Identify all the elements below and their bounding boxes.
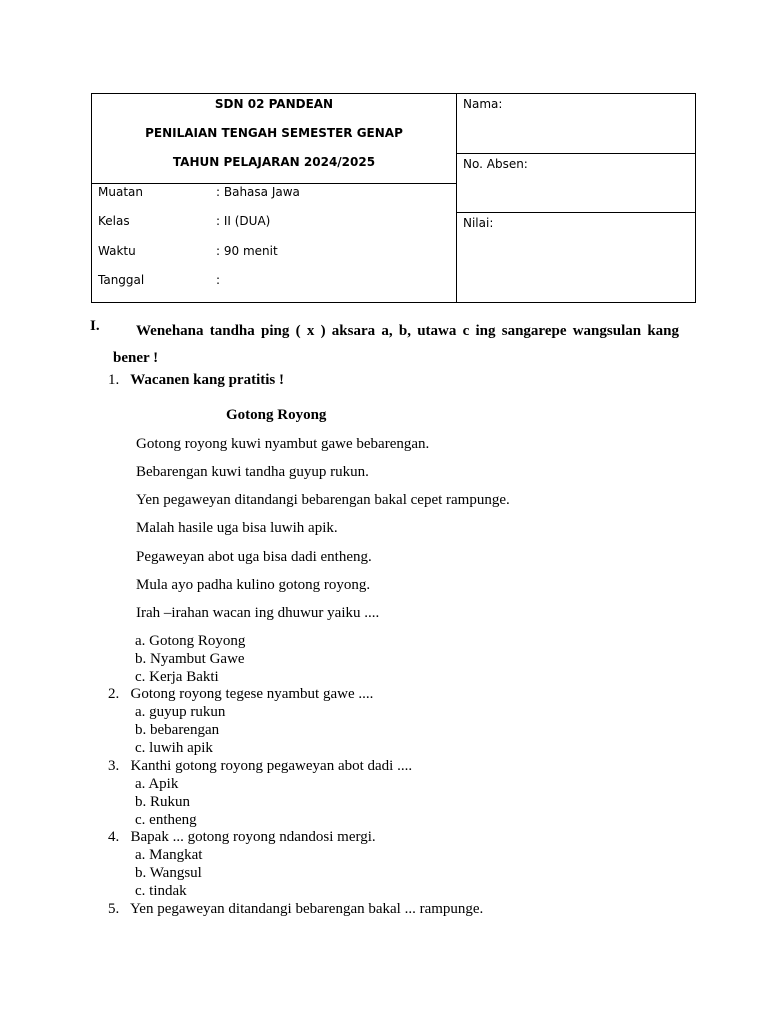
question-number: 3. (108, 758, 120, 774)
question-number: 4. (108, 829, 120, 845)
question-text: Yen pegaweyan ditandangi bebarengan bakal ... rampunge. (129, 901, 484, 917)
story-line: Gotong royong kuwi nyambut gawe bebarengan. (136, 436, 430, 452)
exam-header-table (91, 93, 696, 303)
score-field[interactable] (457, 213, 695, 301)
score-label: Nilai: (463, 216, 494, 230)
exam-details (92, 184, 456, 302)
question-number: 1. (108, 372, 120, 388)
answer-option-c[interactable]: c. Kerja Bakti (135, 669, 219, 685)
answer-option-c[interactable]: c. entheng (135, 812, 197, 828)
answer-option-a[interactable]: a. guyup rukun (135, 704, 226, 720)
school-heading (92, 94, 456, 184)
story-line: Yen pegaweyan ditandangi bebarengan bakal cepet rampunge. (136, 492, 510, 508)
answer-option-a[interactable]: a. Gotong Royong (135, 633, 246, 649)
absence-number-field[interactable] (457, 154, 695, 213)
student-fields-cell (457, 94, 696, 303)
detail-label: Tanggal (98, 273, 145, 287)
answer-option-a[interactable]: a. Apik (135, 776, 179, 792)
question-5 (108, 901, 483, 918)
exam-info-cell (92, 94, 457, 303)
answer-option-c[interactable]: c. luwih apik (135, 740, 213, 756)
question-2 (108, 686, 373, 703)
detail-label: Waktu (98, 244, 136, 258)
question-prompt: Irah –irahan wacan ing dhuwur yaiku .... (136, 605, 380, 621)
question-text: Kanthi gotong royong pegaweyan abot dadi .... (130, 758, 413, 774)
answer-option-b[interactable]: b. Wangsul (135, 865, 202, 881)
answer-option-b[interactable]: b. Rukun (135, 794, 191, 810)
answer-option-b[interactable]: b. Nyambut Gawe (135, 651, 245, 667)
detail-label: Kelas (98, 214, 130, 228)
detail-value: : II (DUA) (216, 214, 271, 228)
story-line: Pegaweyan abot uga bisa dadi entheng. (136, 549, 372, 565)
detail-row-time (98, 244, 456, 264)
question-1 (108, 372, 284, 389)
question-text: Gotong royong tegese nyambut gawe .... (130, 686, 374, 702)
detail-value: : (216, 273, 221, 287)
question-4 (108, 829, 376, 846)
absence-number-label: No. Absen: (463, 157, 528, 171)
story-line: Bebarengan kuwi tandha guyup rukun. (136, 464, 369, 480)
question-text: Bapak ... gotong royong ndandosi mergi. (130, 829, 376, 845)
detail-label: Muatan (98, 185, 143, 199)
academic-year: TAHUN PELAJARAN 2024/2025 (172, 155, 376, 169)
answer-option-a[interactable]: a. Mangkat (135, 847, 203, 863)
answer-option-c[interactable]: c. tindak (135, 883, 187, 899)
section-number: I. (90, 318, 100, 334)
story-line: Mula ayo padha kulino gotong royong. (136, 577, 371, 593)
detail-row-class (98, 214, 456, 234)
exam-name: PENILAIAN TENGAH SEMESTER GENAP (145, 126, 403, 140)
story-title: Gotong Royong (226, 407, 327, 423)
school-name: SDN 02 PANDEAN (214, 97, 334, 111)
story-line: Malah hasile uga bisa luwih apik. (136, 520, 338, 536)
detail-row-date (98, 273, 456, 293)
detail-value: : 90 menit (216, 244, 278, 258)
name-label: Nama: (463, 97, 503, 111)
question-number: 5. (108, 901, 120, 917)
answer-option-b[interactable]: b. bebarengan (135, 722, 220, 738)
question-3 (108, 758, 412, 775)
detail-row-subject (98, 185, 456, 205)
section-instruction: Wenehana tandha ping ( x ) aksara a, b, utawa c ing sangarepe wangsulan kang bener ! (113, 323, 679, 366)
question-text: Wacanen kang pratitis ! (130, 372, 284, 388)
detail-value: : Bahasa Jawa (216, 185, 300, 199)
question-number: 2. (108, 686, 120, 702)
name-field[interactable] (457, 94, 695, 154)
